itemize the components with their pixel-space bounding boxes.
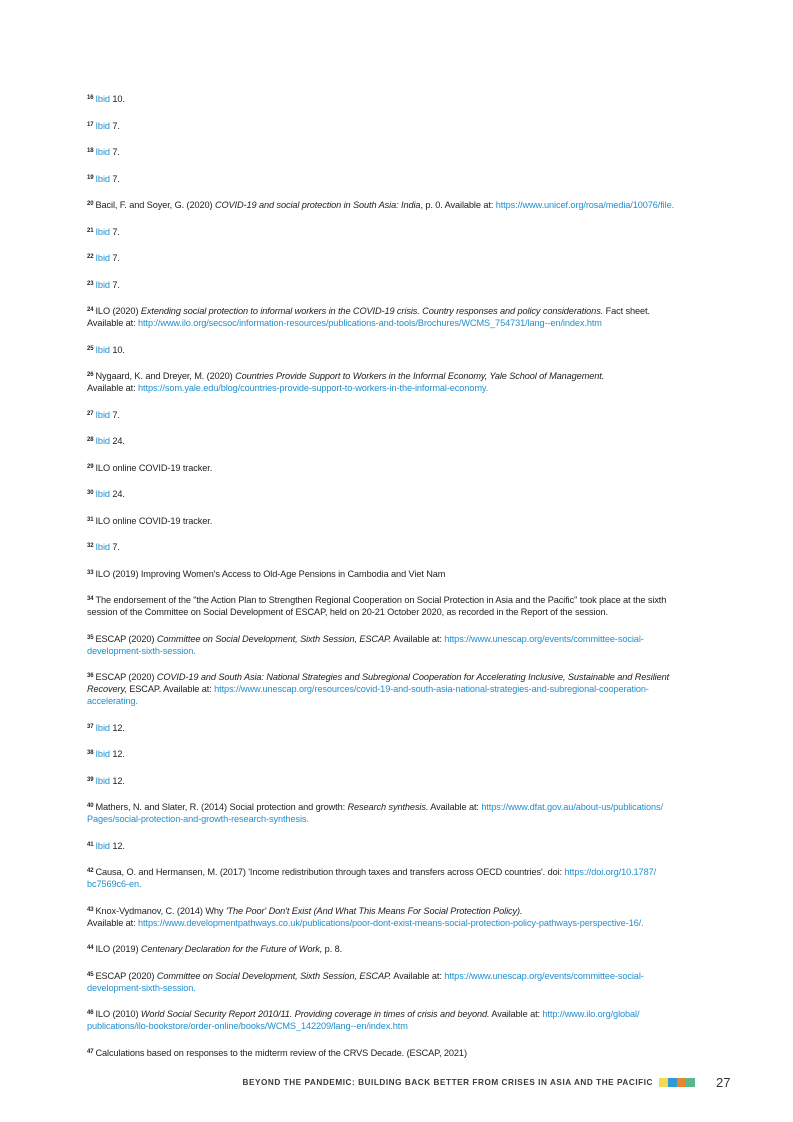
footnote-text: Mathers, N. and Slater, R. (2014) Social protection and growth: <box>95 802 348 812</box>
footnote-number: 22 <box>87 254 94 260</box>
footnote-40 <box>87 800 737 825</box>
footnote-number: 17 <box>87 121 94 128</box>
footnote-text: ILO online COVID-19 tracker. <box>95 462 213 473</box>
ibid-link[interactable]: Ibid <box>95 722 110 733</box>
footnote-37 <box>87 721 737 734</box>
footnote-17 <box>87 119 737 132</box>
footnote-text: ILO (2020) <box>95 306 141 316</box>
footnote-text: COVID-19 and social protection in South Asia: India <box>214 200 421 210</box>
ibid-link[interactable]: Ibid <box>95 409 110 420</box>
footnote-text: COVID-19 and South Asia: National Strategies and Subregional Cooperation for Accelerating Inclusive, Sustainable and Resilient <box>156 672 670 682</box>
footnote-text: ESCAP (2020) <box>95 672 157 682</box>
footnote-25 <box>87 343 737 356</box>
ibid-link[interactable]: Ibid <box>95 94 110 104</box>
footnote-text: Causa, O. and Hermansen, M. (2017) 'Income redistribution through taxes and transfers across OECD countries'. doi: <box>95 867 565 877</box>
footnote-number: 47 <box>87 1048 94 1055</box>
footnote-26 <box>87 369 737 394</box>
footnote-number: 30 <box>87 490 94 496</box>
color-bar-decoration <box>659 1078 695 1087</box>
footnote-text: World Social Security Report 2010/11. Providing coverage in times of crisis and beyond. <box>140 1009 490 1019</box>
ibid-link[interactable]: Ibid <box>95 344 110 355</box>
footnote-text: Committee on Social Development, Sixth Session, ESCAP. <box>156 970 392 981</box>
footnote-text: 'The Poor' Don't Exist (And What This Means For Social Protection Policy). <box>225 905 523 916</box>
footnote-text: 7. <box>109 409 120 420</box>
footnote-text: ESCAP (2020) <box>95 633 157 644</box>
footnote-text: 7. <box>109 542 120 552</box>
footnote-text: 7. <box>109 253 120 263</box>
footnote-number: 18 <box>87 148 94 154</box>
footnote-text: 7. <box>109 226 120 237</box>
footnote-number: 29 <box>87 463 94 470</box>
footnote-number: 32 <box>87 543 94 549</box>
footnote-text: Available at: <box>87 318 139 328</box>
footnote-31 <box>87 514 737 527</box>
footnote-text: ILO (2019) Improving Women's Access to Old-Age Pensions in Cambodia and Viet Nam <box>95 568 446 579</box>
footnote-text: Committee on Social Development, Sixth Session, ESCAP. <box>156 633 392 644</box>
footnote-text: ESCAP (2020) <box>95 970 157 981</box>
footnote-text: Recovery, <box>87 684 127 694</box>
footnote-43 <box>87 904 737 929</box>
footnote-text: Available at: <box>391 970 445 981</box>
footnote-number: 36 <box>87 673 94 679</box>
footnote-text: Available at: <box>428 802 482 812</box>
footnote-text: 7. <box>109 279 120 290</box>
reference-link[interactable]: https://www.unescap.org/events/committee-social- <box>444 633 644 644</box>
ibid-link[interactable]: Ibid <box>95 120 110 131</box>
footnote-number: 42 <box>87 868 94 874</box>
reference-link[interactable]: Pages/social-protection-and-growth-research-synthesis. <box>87 814 309 824</box>
color-square <box>677 1078 686 1087</box>
footnote-text: p. 8. <box>322 944 343 954</box>
footnote-text: Countries Provide Support to Workers in the Informal Economy, Yale School of Management. <box>235 371 605 381</box>
footnote-text: Available at: <box>87 383 139 393</box>
reference-link[interactable]: http://www.ilo.org/secsoc/information-resources/publications-and-tools/Brochures/WCMS_754731/lang--en/index.htm <box>138 318 602 328</box>
footnote-text: Fact sheet. <box>603 306 650 316</box>
footnote-text: 12. <box>109 840 125 851</box>
footnote-19 <box>87 172 737 185</box>
footnote-number: 44 <box>87 945 94 951</box>
footnote-number: 28 <box>87 437 94 443</box>
footnote-number: 24 <box>87 307 94 313</box>
footnote-number: 20 <box>87 201 94 207</box>
ibid-link[interactable]: Ibid <box>95 840 110 851</box>
footnote-number: 21 <box>87 227 94 234</box>
footnote-text: session of the Committee on Social Development of ESCAP, held on 20-21 October 2020, as recorded in the Report of the session. <box>87 607 608 617</box>
footnote-number: 31 <box>87 516 94 523</box>
color-square <box>686 1078 695 1087</box>
footnote-number: 39 <box>87 776 94 783</box>
footnote-text: Calculations based on responses to the midterm review of the CRVS Decade. (ESCAP, 2021) <box>95 1047 467 1058</box>
footnotes-list <box>87 92 737 1072</box>
footnote-text: 24. <box>109 436 125 446</box>
footnote-38 <box>87 747 737 760</box>
footnote-text: Available at: <box>489 1009 543 1019</box>
reference-link[interactable]: https://www.dfat.gov.au/about-us/publications/ <box>481 802 663 812</box>
footnote-text: 7. <box>109 147 120 157</box>
footnote-text: Available at: <box>87 917 139 928</box>
ibid-link[interactable]: Ibid <box>95 279 110 290</box>
footnote-text: ILO (2010) <box>95 1009 141 1019</box>
footnote-text: Nygaard, K. and Dreyer, M. (2020) <box>95 371 236 381</box>
footnote-number: 41 <box>87 841 94 848</box>
footnote-27 <box>87 408 737 421</box>
footnote-30 <box>87 487 737 500</box>
footnote-text: 10. <box>109 344 125 355</box>
footnote-29 <box>87 461 737 474</box>
footnote-44 <box>87 942 737 955</box>
reference-link[interactable]: https://doi.org/10.1787/ <box>564 867 657 877</box>
footnote-number: 35 <box>87 634 94 641</box>
ibid-link[interactable]: Ibid <box>95 775 110 786</box>
footnote-number: 27 <box>87 410 94 417</box>
running-title: BEYOND THE PANDEMIC: BUILDING BACK BETTER FROM CRISES IN ASIA AND THE PACIFIC <box>242 1078 653 1087</box>
footnote-text: 10. <box>109 94 125 104</box>
footnote-text: 12. <box>109 722 125 733</box>
page-footer <box>0 1075 793 1093</box>
footnote-number: 26 <box>87 372 94 378</box>
reference-link[interactable]: bc7569c6-en. <box>87 879 142 889</box>
footnote-32 <box>87 540 737 553</box>
ibid-link[interactable]: Ibid <box>95 147 110 157</box>
footnote-16 <box>87 92 737 105</box>
footnote-text: , p. 0. Available at: <box>420 200 496 210</box>
ibid-link[interactable]: Ibid <box>95 173 110 184</box>
footnote-number: 37 <box>87 723 94 730</box>
ibid-link[interactable]: Ibid <box>95 226 110 237</box>
footnote-45 <box>87 969 737 994</box>
ibid-link[interactable]: Ibid <box>95 489 110 499</box>
footnote-28 <box>87 434 737 447</box>
footnote-41 <box>87 839 737 852</box>
footnote-text: ILO online COVID-19 tracker. <box>95 515 213 526</box>
footnote-text: 7. <box>109 120 120 131</box>
ibid-link[interactable]: Ibid <box>95 749 110 759</box>
footnote-number: 40 <box>87 803 94 809</box>
footnote-35 <box>87 632 737 657</box>
page-number: 27 <box>716 1075 731 1090</box>
footnote-text: Extending social protection to informal workers in the COVID-19 crisis. Country responses and policy considerations. <box>140 306 604 316</box>
footnote-text: 12. <box>109 749 125 759</box>
footnote-text: The endorsement of the "the Action Plan to Strengthen Regional Cooperation on Social Protection in Asia and the Pacific" took place at the sixth <box>95 595 667 605</box>
footnote-42 <box>87 865 737 890</box>
color-square <box>659 1078 668 1087</box>
footnote-number: 23 <box>87 280 94 287</box>
reference-link[interactable]: https://www.unescap.org/events/committee-social- <box>444 970 644 981</box>
reference-link[interactable]: development-sixth-session. <box>87 645 196 656</box>
reference-link[interactable]: development-sixth-session. <box>87 982 196 993</box>
footnote-text: ILO (2019) <box>95 944 141 954</box>
footnote-34 <box>87 593 737 618</box>
ibid-link[interactable]: Ibid <box>95 436 110 446</box>
ibid-link[interactable]: Ibid <box>95 253 110 263</box>
footnote-number: 34 <box>87 596 94 602</box>
footnote-21 <box>87 225 737 238</box>
footnote-text: 12. <box>109 775 125 786</box>
reference-link[interactable]: https://www.developmentpathways.co.uk/publications/poor-dont-exist-means-social-protection-policy-pathways-perspective-16/. <box>138 917 644 928</box>
footnote-20 <box>87 198 737 211</box>
footnote-39 <box>87 774 737 787</box>
footnote-text: 24. <box>109 489 125 499</box>
reference-link[interactable]: accelerating. <box>87 696 138 706</box>
reference-link[interactable]: http://www.ilo.org/global/ <box>542 1009 640 1019</box>
footnote-46 <box>87 1007 737 1032</box>
footnote-text: Centenary Declaration for the Future of Work, <box>140 944 323 954</box>
footnote-36 <box>87 670 737 707</box>
footnote-text: 7. <box>109 173 120 184</box>
footnote-18 <box>87 145 737 158</box>
footnote-number: 19 <box>87 174 94 181</box>
footnote-number: 43 <box>87 906 94 913</box>
footnote-number: 25 <box>87 345 94 352</box>
footnote-number: 38 <box>87 750 94 756</box>
footnote-text: Research synthesis. <box>347 802 429 812</box>
footnote-33 <box>87 567 737 580</box>
color-square <box>668 1078 677 1087</box>
footnote-47 <box>87 1046 737 1059</box>
reference-link[interactable]: https://www.unescap.org/resources/covid-19-and-south-asia-national-strategies-and-subregional-cooperation- <box>214 684 649 694</box>
footnote-23 <box>87 278 737 291</box>
ibid-link[interactable]: Ibid <box>95 542 110 552</box>
footnote-text: Available at: <box>391 633 445 644</box>
footnote-text: ESCAP. Available at: <box>126 684 215 694</box>
footnote-text: Knox-Vydmanov, C. (2014) Why <box>95 905 226 916</box>
footnote-text: Bacil, F. and Soyer, G. (2020) <box>95 200 215 210</box>
footnote-number: 45 <box>87 971 94 978</box>
footnote-22 <box>87 251 737 264</box>
reference-link[interactable]: https://www.unicef.org/rosa/media/10076/file. <box>495 200 675 210</box>
footnote-number: 46 <box>87 1010 94 1016</box>
reference-link[interactable]: publications/ilo-bookstore/order-online/books/WCMS_142209/lang--en/index.htm <box>87 1021 408 1031</box>
footnote-24 <box>87 304 737 329</box>
footnote-number: 16 <box>87 95 94 101</box>
footnote-number: 33 <box>87 569 94 576</box>
reference-link[interactable]: https://som.yale.edu/blog/countries-provide-support-to-workers-in-the-informal-economy. <box>138 383 489 393</box>
